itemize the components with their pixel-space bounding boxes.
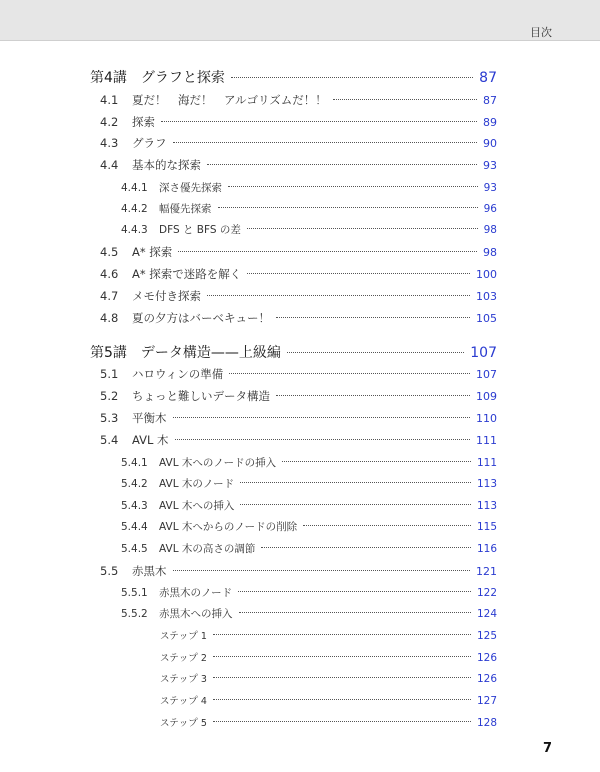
dot-leader	[213, 634, 471, 635]
toc-entry-page[interactable]: 127	[476, 695, 497, 707]
toc-entry-title: DFS と BFS の差	[159, 224, 241, 236]
toc-entry[interactable]	[100, 92, 497, 108]
toc-entry-title: グラフ	[132, 136, 167, 150]
top-banner	[0, 0, 600, 40]
toc-entry-page[interactable]: 93	[483, 182, 497, 194]
dot-leader	[228, 186, 478, 187]
dot-leader	[261, 547, 471, 548]
toc-entry[interactable]	[100, 366, 497, 382]
toc-entry-number: 5.4	[100, 433, 119, 447]
toc-entry[interactable]	[121, 180, 497, 195]
toc-entry-number: 4.8	[100, 311, 119, 325]
toc-entry-title: ステップ 5	[160, 718, 207, 729]
toc-entry-number: 第4講	[90, 70, 127, 86]
header-label: 目次	[530, 26, 552, 39]
toc-entry-page[interactable]: 121	[476, 565, 497, 578]
toc-entry[interactable]	[160, 671, 497, 685]
toc-entry-title: ちょっと難しいデータ構造	[132, 389, 270, 403]
toc-entry-page[interactable]: 90	[483, 137, 497, 150]
toc-entry-number: 4.4	[100, 158, 119, 172]
toc-entry-page[interactable]: 107	[470, 345, 497, 361]
toc-entry[interactable]	[100, 114, 497, 130]
toc-entry[interactable]	[121, 498, 497, 513]
toc-entry[interactable]	[100, 563, 497, 579]
toc-entry[interactable]	[100, 388, 497, 404]
dot-leader	[173, 142, 478, 143]
toc-entry-title: ハロウィンの準備	[132, 367, 224, 381]
toc-entry[interactable]	[100, 432, 497, 448]
dot-leader	[276, 317, 470, 318]
toc-entry-title: 平衡木	[132, 411, 167, 425]
toc-entry-number: 4.2	[100, 115, 119, 129]
toc-entry-page[interactable]: 103	[476, 290, 497, 303]
toc-entry-title: 夏の夕方はバーベキュー！	[132, 311, 270, 325]
toc-entry[interactable]	[121, 585, 497, 600]
toc-entry-title: A* 探索	[132, 245, 173, 259]
dot-leader	[276, 395, 470, 396]
dot-leader	[239, 612, 471, 613]
toc-entry-title: ステップ 4	[160, 696, 207, 707]
toc-entry-number: 5.5.2	[121, 608, 148, 620]
dot-leader	[303, 525, 471, 526]
toc-entry-number: 5.4.1	[121, 457, 148, 469]
toc-entry-number: 5.5.1	[121, 587, 148, 599]
toc-entry-title: 赤黒木のノード	[159, 587, 233, 599]
toc-entry[interactable]	[121, 519, 497, 534]
toc-entry-number: 5.4.3	[121, 500, 148, 512]
toc-entry-number: 5.5	[100, 564, 119, 578]
toc-entry-title: メモ付き探索	[132, 289, 201, 303]
toc-entry-page[interactable]: 96	[483, 203, 497, 215]
toc-entry-page[interactable]: 98	[483, 224, 497, 236]
dot-leader	[282, 461, 471, 462]
toc-entry-page[interactable]: 124	[476, 608, 497, 620]
toc-entry[interactable]	[121, 606, 497, 621]
toc-entry[interactable]	[100, 288, 497, 304]
dot-leader	[213, 656, 471, 657]
dot-leader	[213, 699, 471, 700]
dot-leader	[207, 164, 477, 165]
toc-entry-page[interactable]: 98	[483, 246, 497, 259]
toc-entry[interactable]	[160, 650, 497, 664]
toc-entry-page[interactable]: 110	[476, 412, 497, 425]
toc-entry-page[interactable]: 111	[476, 457, 497, 469]
dot-leader	[207, 295, 470, 296]
toc-entry-title: AVL 木のノード	[159, 478, 235, 490]
toc-entry-number: 5.1	[100, 367, 119, 381]
dot-leader	[240, 482, 471, 483]
dot-leader	[240, 504, 471, 505]
toc-entry[interactable]	[100, 157, 497, 173]
toc-entry-number: 4.4.2	[121, 203, 148, 215]
toc-entry-title: A* 探索で迷路を解く	[132, 267, 242, 281]
toc-entry-page[interactable]: 125	[476, 630, 497, 642]
toc-entry-title: 深さ優先探索	[159, 182, 222, 194]
dot-leader	[333, 99, 477, 100]
toc-entry-title: AVL 木	[132, 433, 169, 447]
dot-leader	[238, 591, 471, 592]
dot-leader	[218, 207, 478, 208]
toc-entry-title: 幅優先探索	[159, 203, 212, 215]
toc-entry-number: 5.4.5	[121, 543, 148, 555]
toc-entry-page[interactable]: 113	[476, 500, 497, 512]
dot-leader	[213, 677, 471, 678]
toc-entry[interactable]	[100, 244, 497, 260]
toc-entry-page[interactable]: 105	[476, 312, 497, 325]
dot-leader	[175, 439, 470, 440]
toc-entry-number: 4.5	[100, 245, 119, 259]
toc-entry-title: 夏だ！ 海だ！ アルゴリズムだ！！	[132, 93, 327, 107]
dot-leader	[247, 273, 470, 274]
toc-entry[interactable]	[100, 266, 497, 282]
dot-leader	[287, 352, 464, 353]
toc-entry[interactable]	[121, 541, 497, 556]
toc-entry-page[interactable]: 111	[476, 434, 497, 447]
toc-entry-page[interactable]: 87	[483, 94, 497, 107]
toc-entry-title: AVL 木の高さの調節	[159, 543, 256, 555]
toc-entry-number: 5.3	[100, 411, 119, 425]
toc-entry-title: AVL 木へのノードの挿入	[159, 457, 277, 469]
dot-leader	[173, 417, 471, 418]
dot-leader	[173, 570, 471, 571]
toc-entry-title: AVL 木へからのノードの削除	[159, 521, 298, 533]
toc-entry[interactable]	[160, 628, 497, 642]
toc-entry-title: AVL 木への挿入	[159, 500, 235, 512]
toc-entry[interactable]	[90, 342, 497, 362]
toc-entry-number: 4.3	[100, 136, 119, 150]
toc-entry-number: 5.4.2	[121, 478, 148, 490]
toc-entry-title: ステップ 1	[160, 631, 207, 642]
dot-leader	[229, 373, 470, 374]
toc-entry-title: ステップ 3	[160, 674, 207, 685]
dot-leader	[161, 121, 477, 122]
toc-entry[interactable]	[160, 715, 497, 729]
toc-entry-page[interactable]: 107	[476, 368, 497, 381]
toc-entry-number: 4.1	[100, 93, 119, 107]
toc-entry-page[interactable]: 113	[476, 478, 497, 490]
toc-entry-title: ステップ 2	[160, 653, 207, 664]
toc-entry-title: 探索	[132, 115, 155, 129]
toc-entry-number: 4.4.1	[121, 182, 148, 194]
toc-entry-title: データ構造——上級編	[140, 345, 281, 361]
toc-entry-title: 基本的な探索	[132, 158, 201, 172]
toc-entry[interactable]	[100, 410, 497, 426]
header-divider	[0, 40, 600, 41]
toc-entry-number: 4.6	[100, 267, 119, 281]
toc-entry-page[interactable]: 126	[476, 652, 497, 664]
toc-entry-page[interactable]: 109	[476, 390, 497, 403]
toc-entry-page[interactable]: 115	[476, 521, 497, 533]
toc-entry-page[interactable]: 87	[479, 70, 497, 86]
toc-entry[interactable]	[100, 135, 497, 151]
toc-entry[interactable]	[121, 455, 497, 470]
dot-leader	[231, 77, 473, 78]
toc-entry-page[interactable]: 100	[476, 268, 497, 281]
toc-entry-page[interactable]: 128	[476, 717, 497, 729]
toc-entry-number: 4.7	[100, 289, 119, 303]
toc-entry-page[interactable]: 126	[476, 673, 497, 685]
dot-leader	[213, 721, 471, 722]
toc-entry-number: 5.2	[100, 389, 119, 403]
toc-entry[interactable]	[90, 67, 497, 87]
toc-entry-number: 5.4.4	[121, 521, 148, 533]
toc-entry-title: グラフと探索	[140, 70, 225, 86]
toc-entry-page[interactable]: 93	[483, 159, 497, 172]
dot-leader	[178, 251, 477, 252]
dot-leader	[247, 228, 478, 229]
toc-entry-title: 赤黒木	[132, 564, 167, 578]
toc-entry[interactable]	[160, 693, 497, 707]
toc-entry[interactable]	[100, 310, 497, 326]
toc-entry-number: 第5講	[90, 345, 127, 361]
toc-entry[interactable]	[121, 476, 497, 491]
toc-entry[interactable]	[121, 201, 497, 216]
toc-entry[interactable]	[121, 222, 497, 237]
toc-entry-page[interactable]: 116	[476, 543, 497, 555]
toc-entry-page[interactable]: 89	[483, 116, 497, 129]
toc-entry-page[interactable]: 122	[476, 587, 497, 599]
toc-entry-number: 4.4.3	[121, 224, 148, 236]
page-number: 7	[543, 741, 553, 756]
toc-entry-title: 赤黒木への挿入	[159, 608, 233, 620]
